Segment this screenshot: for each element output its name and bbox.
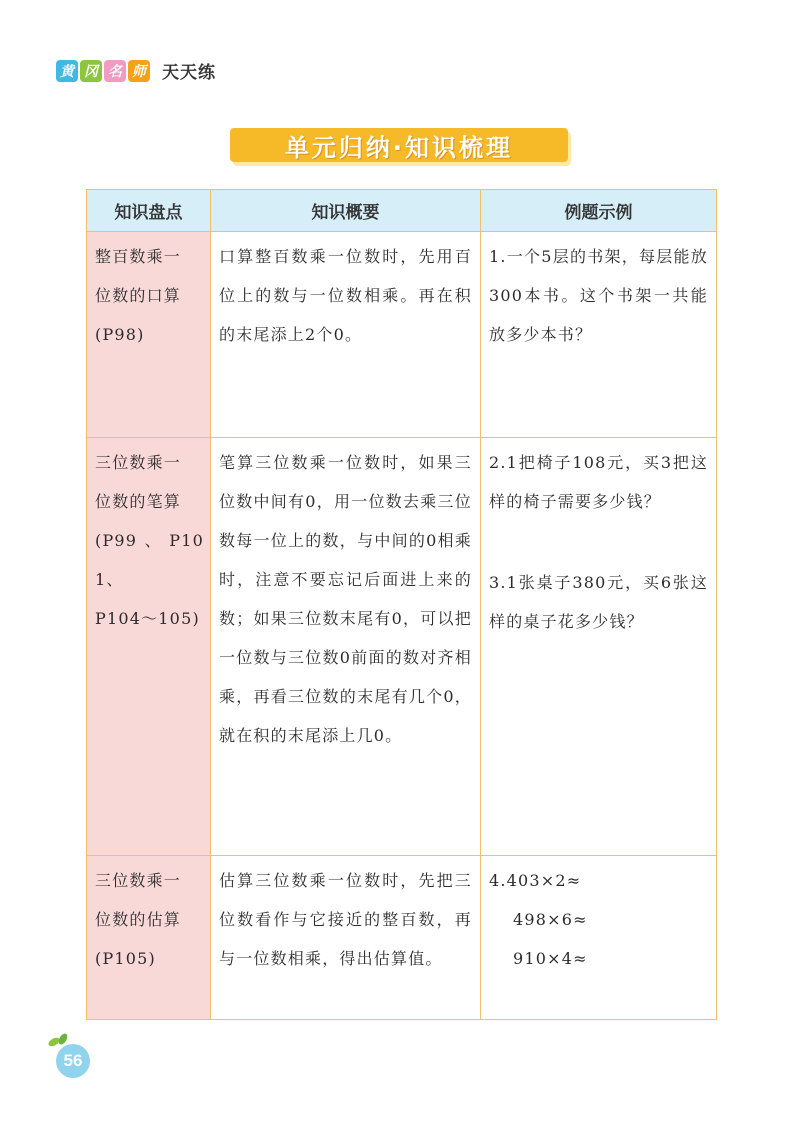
header-topic: 知识盘点 — [87, 190, 211, 232]
page-number-badge — [56, 1044, 92, 1080]
topic-line: 位数的估算 — [95, 910, 182, 929]
brand-char-3: 名 — [104, 60, 126, 82]
example-item: 910×4≈ — [513, 949, 588, 968]
topic-cell — [87, 856, 211, 1020]
table-header-row — [87, 190, 717, 232]
topic-line: 整百数乘一 — [95, 247, 182, 266]
header-summary: 知识概要 — [211, 190, 481, 232]
summary-cell — [211, 232, 481, 438]
page-number-circle — [56, 1044, 90, 1078]
summary-text: 估算三位数乘一位数时，先把三位数看作与它接近的整百数，再与一位数相乘，得出估算值。 — [219, 871, 472, 968]
topic-line: (P98) — [95, 325, 145, 344]
knowledge-table — [86, 189, 717, 1020]
table-row — [87, 856, 717, 1020]
example-item: 3.1张桌子380元，买6张这样的桌子花多少钱？ — [489, 573, 708, 631]
summary-cell — [211, 438, 481, 856]
brand-char-2: 冈 — [80, 60, 102, 82]
table-row — [87, 438, 717, 856]
topic-line: 位数的笔算 — [95, 492, 182, 511]
topic-line: P104～105) — [95, 609, 200, 628]
example-item: 2.1把椅子108元，买3把这样的椅子需要多少钱？ — [489, 453, 708, 511]
brand-header — [56, 58, 216, 83]
page-title: 单元归纳·知识梳理 — [284, 133, 514, 162]
brand-char-1: 黄 — [56, 60, 78, 82]
summary-cell — [211, 856, 481, 1020]
topic-line: 三位数乘一 — [95, 453, 182, 472]
summary-text: 笔算三位数乘一位数时，如果三位数中间有0，用一位数去乘三位数每一位上的数，与中间的0相乘时，注意不要忘记后面进上来的数；如果三位数末尾有0，可以把一位数与三位数0前面的数对齐相乘，再看三位数的末尾有几个0，就在积的末尾添上几0。 — [219, 453, 472, 745]
summary-text: 口算整百数乘一位数时，先用百位上的数与一位数相乘。再在积的末尾添上2个0。 — [219, 247, 472, 344]
topic-cell — [87, 438, 211, 856]
example-item: 498×6≈ — [513, 910, 588, 929]
topic-line: 三位数乘一 — [95, 871, 182, 890]
topic-line: 位数的口算 — [95, 286, 182, 305]
example-cell — [481, 856, 717, 1020]
example-cell — [481, 438, 717, 856]
example-cell — [481, 232, 717, 438]
topic-line: (P105) — [95, 949, 156, 968]
page-number: 56 — [63, 1051, 83, 1070]
title-banner-box — [230, 128, 568, 162]
example-item: 1.一个5层的书架，每层能放300本书。这个书架一共能放多少本书？ — [489, 247, 708, 344]
title-banner — [230, 128, 568, 166]
example-item: 4.403×2≈ — [489, 871, 582, 890]
table-row — [87, 232, 717, 438]
brand-char-4: 师 — [128, 60, 150, 82]
topic-cell — [87, 232, 211, 438]
brand-subtitle: 天天练 — [162, 63, 216, 83]
header-examples: 例题示例 — [481, 190, 717, 232]
topic-line: (P99、P101、 — [95, 531, 204, 589]
